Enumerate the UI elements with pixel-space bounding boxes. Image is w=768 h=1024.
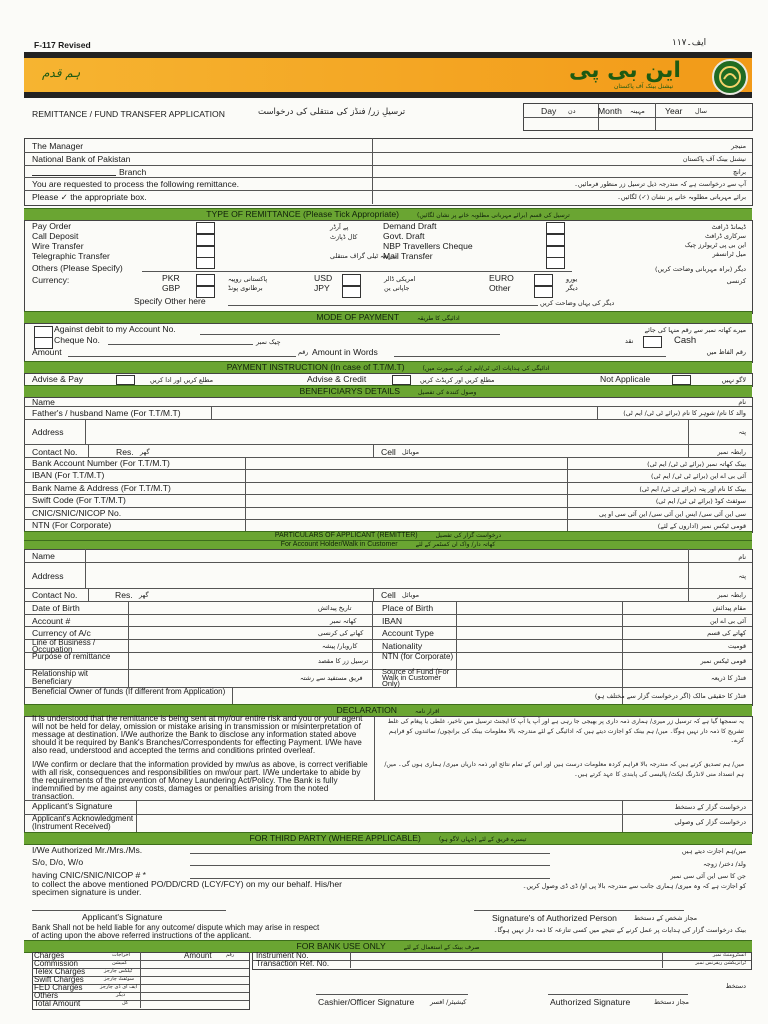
nbp-cheque-label: NBP Travellers Cheque [383, 241, 473, 251]
ben-cell-label: Cell [381, 447, 396, 457]
gbp-urdu: برطانوی پونڈ [228, 284, 263, 292]
app-ntn-urdu: قومی ٹیکس نمبر [700, 657, 746, 665]
collect-urdu: کو اجازت ہے کہ وہ میری/ ہماری جانب سے مندرجہ بالا پی او/ ڈی ڈی وصول کریں۔ [522, 882, 746, 890]
app-source-urdu: فنڈز کا ذریعہ [710, 674, 746, 682]
not-applicable-urdu: لاگو نہیں [721, 376, 746, 384]
please-urdu: برائے مہربانی مطلوبہ خانے پر نشان (✓) لگائیں۔ [617, 193, 746, 201]
year-urdu: سال [695, 107, 707, 115]
applicant-signature-urdu: درخواست گزار کے دستخط [674, 803, 746, 811]
swift-urdu: سوئفٹ چارجز [104, 976, 135, 982]
other-checkbox[interactable] [534, 286, 553, 298]
authorized-person-urdu: مجاز شخص کے دستخط [634, 914, 698, 922]
applicant-subheader: For Account Holder/Walk in Customer کھاتہ دار/ واک ان کسٹمر کے لئے [24, 540, 752, 550]
telex-urdu: ٹیلکس چارجز [104, 968, 133, 974]
app-acctype-label: Account Type [382, 628, 434, 638]
telegraphic-urdu: بذریعہ ٹیلی گراف منتقلی [330, 252, 397, 260]
others-urdu: دیگر (براہ مہربانی وضاحت کریں) [654, 265, 746, 273]
mail-transfer-urdu: میل ٹرانسفر [712, 250, 746, 258]
usd-label: USD [314, 273, 333, 283]
form-code-urdu: ایف۔۱۱۷ [672, 38, 707, 48]
ben-ntn-urdu: قومی ٹیکس نمبر (اداروں کے لئے) [657, 522, 746, 530]
demand-draft-label: Demand Draft [383, 221, 437, 231]
bank-tagline: نیشنل بینک آف پاکستان [614, 83, 674, 90]
having-urdu: جن کا سی این آئی سی نمبر [670, 872, 746, 880]
advise-credit-checkbox[interactable] [392, 375, 411, 385]
app-business-label: Line of Business / Occupation [32, 638, 96, 654]
request-urdu: آپ سے درخواست ہے کہ مندرجہ ذیل ترسیل زر منظور فرمائیں۔ [574, 180, 746, 188]
ben-iban-urdu: آئی بی اے این (برائے ٹی ٹی/ ایم ٹی) [650, 472, 746, 480]
commission-urdu: کمیشن [112, 960, 128, 966]
manager-urdu: منیجر [731, 142, 746, 150]
ben-account-urdu: بینک کھاتہ نمبر (برائے ٹی ٹی/ ایم ٹی) [647, 460, 746, 468]
app-res-urdu: گھر [139, 591, 149, 599]
app-currency-urdu: کھاتے کی کرنسی [318, 629, 364, 637]
form-title: REMITTANCE / FUND TRANSFER APPLICATION [32, 109, 225, 119]
cash-checkbox[interactable] [643, 336, 662, 348]
ben-res-urdu: گھر [140, 448, 150, 456]
amount-words-label: Amount in Words [312, 347, 378, 357]
sign-urdu: دستخط [725, 982, 746, 990]
ben-ntn-label: NTN (For Corporate) [32, 520, 112, 530]
cashier-signature: Cashier/Officer Signature [318, 997, 415, 1007]
app-dob-label: Date of Birth [32, 603, 80, 613]
charges-urdu: اخراجات [112, 952, 130, 958]
pay-order-urdu: پے آرڈر [330, 223, 349, 231]
telex-label: Telex Charges [34, 967, 86, 976]
not-applicable-checkbox[interactable] [672, 375, 691, 385]
nbp-logo-icon [712, 59, 748, 95]
govt-draft-label: Govt. Draft [383, 231, 425, 241]
request-text: You are requested to process the following remittance. [32, 179, 240, 189]
ben-contact-label: Contact No. [32, 447, 78, 457]
jpy-checkbox[interactable] [342, 286, 361, 298]
app-pob-label: Place of Birth [382, 603, 434, 613]
authorized-urdu: میں/ہم اجازت دیتے ہیں [681, 847, 746, 855]
demand-draft-urdu: ڈیمانڈ ڈرافٹ [711, 223, 746, 231]
euro-urdu: یورو [566, 275, 578, 283]
ben-iban-label: IBAN (For T.T/M.T) [32, 470, 105, 480]
ben-name-urdu: نام [738, 398, 746, 406]
sdw-urdu: ولد/ دختر/ زوجہ [703, 860, 746, 868]
ben-address-label: Address [32, 427, 64, 437]
applicant-ack-urdu: درخواست گزار کی وصولی [674, 818, 746, 826]
nbp-cheque-urdu: این بی پی ٹریولرز چیک [684, 241, 746, 249]
app-business-urdu: کاروبار/ پیشہ [322, 642, 358, 650]
advise-pay-urdu: مطلع کریں اور ادا کریں [150, 376, 214, 384]
advise-pay-label: Advise & Pay [32, 374, 84, 384]
pkr-checkbox[interactable] [196, 274, 215, 286]
cashier-urdu: کیشیئر/ افسر [430, 998, 467, 1006]
ben-account-label: Bank Account Number (For T.T/M.T) [32, 458, 170, 468]
bank-label: National Bank of Pakistan [32, 154, 131, 164]
app-address-label: Address [32, 571, 64, 581]
amount-urdu: رقم [298, 348, 309, 356]
swift-label: Swift Charges [34, 975, 84, 984]
euro-label: EURO [489, 273, 514, 283]
pkr-label: PKR [162, 273, 180, 283]
app-purpose-urdu: ترسیل زر کا مقصد [318, 657, 369, 665]
against-debit-urdu: میرے کھاتہ نمبر سے رقم منہا کی جائے [644, 326, 746, 334]
specify-label: Specify Other here [134, 296, 206, 306]
collect-text: to collect the above mentioned PO/DD/CRD (LCY/FCY) on my our behalf. His/her specimen signature is under. [32, 879, 342, 897]
mail-transfer-label: Mail Transfer [383, 251, 433, 261]
ben-cnic-urdu: سی این آئی سی/ ایس این آئی سی/ این آئی سی او پی [599, 510, 746, 518]
declaration-header: DECLARATION اقرار نامہ [24, 704, 752, 717]
pay-order-label: Pay Order [32, 221, 72, 231]
usd-checkbox[interactable] [342, 274, 361, 286]
remittance-header: TYPE OF REMITTANCE (Please Tick Appropriate) ترسیل کی قسم (برائے مہربانی مطلوبہ خانے پر نشان لگائیں) [24, 208, 752, 221]
bank-amount-label: Amount [184, 951, 212, 960]
govt-draft-checkbox[interactable] [546, 234, 565, 246]
telegraphic-checkbox[interactable] [196, 257, 215, 269]
bank-use-header: FOR BANK USE ONLY صرف بینک کے استعمال کے لئے [24, 940, 752, 953]
cheque-no-label: Cheque No. [54, 335, 100, 345]
day-label: Day [541, 106, 557, 116]
app-name-label: Name [32, 551, 55, 561]
pkr-urdu: پاکستانی روپیہ [228, 275, 268, 283]
disclaimer-text: Bank Shall not be held liable for any outcome/ dispute which may arise in respect of acting upon the above referred instructions of the applicant. [32, 923, 320, 940]
app-relationship-label: Relationship wit Beneficiary [32, 669, 89, 686]
total-label: Total Amount [34, 999, 81, 1008]
govt-draft-urdu: سرکاری ڈرافٹ [704, 232, 746, 240]
jpy-urdu: جاپانی ین [384, 284, 410, 292]
app-source-label: Source of Fund (For Walk in Customer Only) [382, 667, 450, 688]
app-acctype-urdu: کھاتے کی قسم [707, 629, 746, 637]
app-address-urdu: پتہ [738, 572, 746, 580]
cash-urdu: نقد [625, 337, 634, 345]
app-iban-label: IBAN [382, 616, 403, 626]
declaration-p1: It is understood that the remittance is being sent at my/our entire risk and you or your agent will not be held for delay, omission or mistake arising in transmission or misinterpretation of message at destination. I/We authorize the Bank to disclose any information stated above should it be required by Bank's Branches/Correspondents for effecting Payment. I/We have also read, understood and accepted the terms and conditions printed overleaf. [32, 714, 363, 755]
against-debit-label: Against debit to my Account No. [54, 324, 176, 334]
ben-name-label: Name [32, 397, 55, 407]
app-cell-label: Cell [381, 590, 396, 600]
transaction-label: Transaction Ref. No. [256, 959, 330, 968]
ben-address-urdu: پتہ [738, 428, 746, 436]
ben-swift-urdu: سوئفٹ کوڈ (برائے ٹی ٹی/ ایم ٹی) [655, 497, 746, 505]
app-name-urdu: نام [738, 553, 746, 561]
instruction-header: PAYMENT INSTRUCTION (In case of T.T/M.T) ادائیگی کی ہدایات (ٹی ٹی/ایم ٹی کی صورت میں) [24, 361, 752, 374]
fed-label: FED Charges [34, 983, 83, 992]
cheque-no-urdu: چیک نمبر [256, 338, 281, 346]
bank-name-urdu: این بی پی [569, 58, 681, 83]
app-ntn-label: NTN (for Corporate) [382, 652, 454, 661]
app-account-label: Account # [32, 616, 71, 626]
app-res-label: Res. [115, 590, 133, 600]
ben-res-label: Res. [116, 447, 134, 457]
month-urdu: مہینہ [630, 107, 645, 115]
jpy-label: JPY [314, 283, 330, 293]
advise-credit-label: Advise & Credit [307, 374, 367, 384]
ben-father-label: Father's / husband Name (For T.T/M.T) [32, 408, 181, 418]
declaration-p2-urdu: میں/ ہم تصدیق کرتے ہیں کہ مندرجہ بالا فراہم کردہ معلومات درست ہیں اور اس کے تمام نتائج اور ذمہ داریاں میری/ ہماری ہوں گی۔ میں/ ہم انسداد منی لانڈرنگ ایکٹ/ پالیسی کی پابندی کا عہد کرتے ہیں۔ [384, 761, 744, 778]
logo-script: ہم قدم [42, 66, 81, 80]
transaction-urdu: ٹرانزیکشن ریفرنس نمبر [695, 960, 746, 966]
telegraphic-label: Telegraphic Transfer [32, 251, 110, 261]
app-pob-urdu: مقام پیدائش [712, 604, 746, 612]
header-banner [24, 52, 752, 98]
app-account-urdu: کھاتہ نمبر [330, 617, 357, 625]
app-cell-urdu: موبائل [402, 591, 420, 599]
authorized-signature: Authorized Signature [550, 997, 631, 1007]
ben-contact-urdu: رابطہ نمبر [717, 448, 746, 456]
specify-urdu: دیگر کی یہاں وضاحت کریں [540, 299, 615, 307]
call-deposit-label: Call Deposit [32, 231, 79, 241]
ben-bank-label: Bank Name & Address (For T.T/M.T) [32, 483, 171, 493]
payment-header: MODE OF PAYMENT ادائیگی کا طریقہ [24, 311, 752, 324]
other-label: Other [489, 283, 511, 293]
usd-urdu: امریکی ڈالر [384, 275, 416, 283]
tp-applicant-signature: Applicant's Signature [82, 912, 163, 922]
others-label: Others (Please Specify) [32, 263, 123, 273]
call-deposit-checkbox[interactable] [196, 234, 215, 246]
sdw-label: S/o, D/o, W/o [32, 857, 84, 867]
declaration-p1-urdu: یہ سمجھا گیا ہے کہ ترسیل زر میری/ ہماری ذمہ داری پر بھیجی جا رہی ہے اور آپ یا آپ کا ایجنٹ ترسیل میں تاخیر، غلطی یا پیغام کی غلط تشریح کا ذمہ دار نہیں ہوگا۔ میں/ ہم بینک کو اجازت دیتے ہیں کہ ادائیگی کے لئے مندرجہ بالا معلومات بینک کی برانچوں/ نمائندوں کو فراہم کرے۔ [387, 718, 744, 744]
manager-label: The Manager [32, 141, 84, 151]
form-code: F-117 Revised [34, 40, 91, 50]
commission-label: Commission [34, 959, 79, 968]
charges-label: Charges [34, 951, 65, 960]
authorized-label: I/We Authorized Mr./Mrs./Ms. [32, 845, 143, 855]
applicant-signature-label: Applicant's Signature [32, 801, 113, 811]
amount-label: Amount [32, 347, 62, 357]
ben-swift-label: Swift Code (For T.T/M.T) [32, 495, 126, 505]
bank-urdu: نیشنل بینک آف پاکستان [682, 155, 746, 163]
other-urdu: دیگر [566, 284, 578, 292]
app-owner-label: Beneficial Owner of funds (If different from Application) [32, 687, 226, 696]
third-party-header: FOR THIRD PARTY (WHERE APPLICABLE) تیسرے فریق کے لئے (جہاں لاگو ہو) [24, 832, 752, 845]
app-iban-urdu: آئی بی اے این [709, 617, 746, 625]
currency-label: Currency: [32, 275, 70, 285]
demand-draft-checkbox[interactable] [546, 222, 565, 234]
bank-others-label: Others [34, 991, 59, 1000]
app-dob-urdu: تاریخ پیدائش [318, 604, 352, 612]
instrument-label: Instrument No. [256, 951, 309, 960]
app-contact-urdu: رابطہ نمبر [717, 591, 746, 599]
fed-urdu: ایف ای ڈی چارجز [100, 984, 138, 990]
app-nationality-label: Nationality [382, 641, 423, 651]
bank-amount-urdu: رقم [226, 952, 235, 958]
app-relationship-urdu: فریق مستفید سے رشتہ [300, 674, 363, 682]
advise-credit-urdu: مطلع کریں اور کریڈٹ کریں [420, 376, 495, 384]
declaration-p2: I/We confirm or declare that the information provided by mw/us as above, is correct verifiable with all risk, consequences and responsibilities on mw/our part. I/We undertake to abide by the requirements of the prevention of Money Laundering Act/Policy. The Bank is fully indemnified by me against any costs, damages or penalties arising from the noted transaction. [32, 760, 368, 801]
disclaimer-urdu: بینک درخواست گزار کی ہدایات پر عمل کرنے کے نتیجے میں کسی تنازعہ کا ذمہ دار نہیں ہوگا۔ [493, 926, 746, 934]
branch-urdu: برانچ [733, 168, 746, 176]
month-label: Month [598, 106, 622, 116]
app-contact-label: Contact No. [32, 590, 78, 600]
app-currency-label: Currency of A/c [32, 628, 91, 638]
euro-checkbox[interactable] [534, 274, 553, 286]
pay-order-checkbox[interactable] [196, 222, 215, 234]
applicant-header: PARTICULARS OF APPLICANT (REMITTER) درخواست گزار کی تفصیل [24, 531, 752, 541]
call-deposit-urdu: کال ڈپازٹ [330, 233, 358, 241]
amount-words-urdu: رقم الفاظ میں [706, 348, 746, 356]
app-owner-urdu: فنڈز کا حقیقی مالک (اگر درخواست گزار سے مختلف ہو) [594, 692, 746, 700]
advise-pay-checkbox[interactable] [116, 375, 135, 385]
ben-bank-urdu: بینک کا نام اور پتہ (برائے ٹی ٹی/ ایم ٹی) [639, 485, 746, 493]
currency-urdu: کرنسی [726, 277, 746, 285]
please-text: Please ✓ the appropriate box. [32, 192, 147, 202]
form-title-urdu: ترسیلِ زر/ فنڈز کی منتقلی کی درخواست [258, 107, 406, 117]
branch-label: Branch [119, 167, 147, 177]
year-label: Year [665, 106, 683, 116]
ben-cnic-label: CNIC/SNIC/NICOP No. [32, 508, 122, 518]
bank-others-urdu: دیگر [116, 992, 126, 998]
beneficiary-header: BENEFICIARYS DETAILS وصول کنندہ کی تفصیل [24, 385, 752, 398]
app-nationality-urdu: قومیت [728, 642, 746, 650]
cash-label: Cash [674, 335, 697, 346]
having-label: having CNIC/SNIC/NICOP # * [32, 870, 146, 880]
authorized-person-signature: Signature's of Authorized Person [492, 913, 617, 923]
gbp-label: GBP [162, 283, 181, 293]
authorized-urdu: مجاز دستخط [654, 998, 689, 1006]
applicant-ack-label: Applicant's Acknowledgment (Instrument Received) [32, 814, 134, 831]
total-urdu: کل [122, 1000, 129, 1006]
mail-transfer-checkbox[interactable] [546, 257, 565, 269]
not-applicable-label: Not Applicale [600, 374, 651, 384]
instrument-urdu: انسٹرومنٹ نمبر [712, 952, 746, 958]
wire-transfer-label: Wire Transfer [32, 241, 84, 251]
day-urdu: دن [568, 107, 576, 115]
ben-father-urdu: والد کا نام/ شوہر کا نام (برائے ٹی ٹی/ ایم ٹی) [623, 409, 746, 417]
app-purpose-label: Purpose of remittance [32, 652, 111, 661]
ben-cell-urdu: موبائل [402, 448, 420, 456]
